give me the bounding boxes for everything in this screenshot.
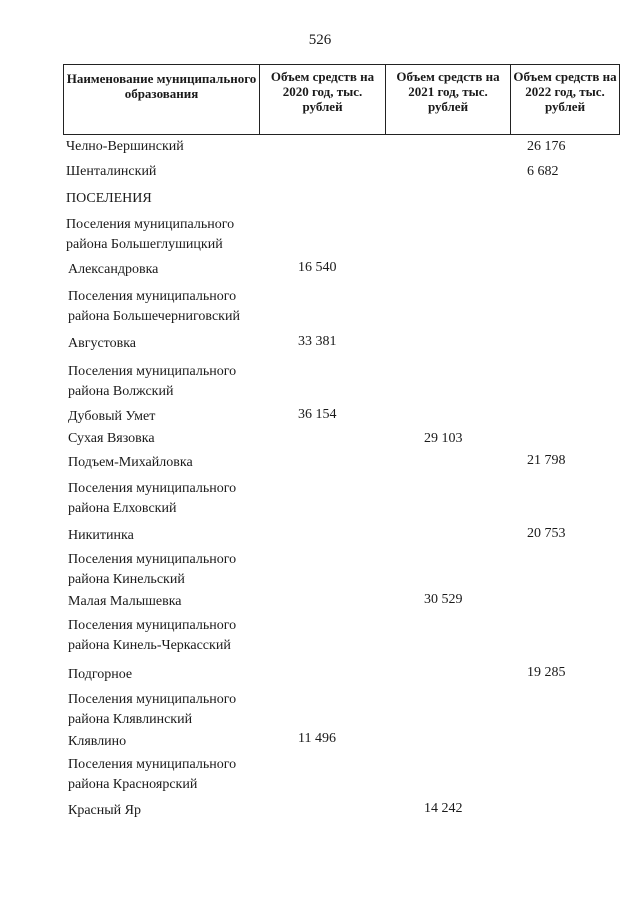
column-header-2021: Объем средств на 2021 год, тыс. рублей (386, 65, 511, 135)
column-header-2020: Объем средств на 2020 год, тыс. рублей (260, 65, 386, 135)
table-row (0, 480, 640, 498)
row-name: Поселения муниципального (68, 289, 237, 304)
table-row (0, 335, 640, 353)
table-row (0, 691, 640, 709)
table-row (0, 430, 640, 448)
row-name: Шенталинский (66, 164, 157, 179)
table-row (0, 551, 640, 569)
table-row (0, 138, 640, 156)
table-row (0, 756, 640, 774)
row-name: Александровка (68, 262, 159, 277)
row-name: Поселения муниципального (68, 692, 237, 707)
row-value-2022: 26 176 (527, 139, 566, 154)
row-name: района Большечерниговский (68, 309, 240, 324)
table-row (0, 776, 640, 794)
page-number: 526 (308, 32, 332, 48)
table-row (0, 571, 640, 589)
table-row (0, 288, 640, 306)
table-row (0, 733, 640, 751)
table-row (0, 216, 640, 234)
row-value-2020: 11 496 (298, 731, 336, 746)
row-name: района Клявлинский (68, 712, 193, 727)
row-name: Поселения муниципального (68, 481, 237, 496)
table-row (0, 617, 640, 635)
row-name: Поселения муниципального (66, 217, 235, 232)
row-value-2022: 20 753 (527, 526, 566, 541)
table-row (0, 802, 640, 820)
table-row (0, 308, 640, 326)
row-name: района Большеглушицкий (66, 237, 223, 252)
row-name: района Кинель-Черкасский (68, 638, 231, 653)
row-name: Поселения муниципального (68, 552, 237, 567)
row-name: Сухая Вязовка (68, 431, 155, 446)
row-value-2021: 29 103 (424, 431, 463, 446)
row-value-2021: 14 242 (424, 801, 463, 816)
row-value-2020: 16 540 (298, 260, 337, 275)
table-row (0, 666, 640, 684)
table-row (0, 408, 640, 426)
table-row (0, 190, 640, 208)
row-name: Августовка (68, 336, 137, 351)
row-name: Дубовый Умет (68, 409, 156, 424)
table-row (0, 637, 640, 655)
table-row (0, 383, 640, 401)
row-name: района Кинельский (68, 572, 185, 587)
row-name: Клявлино (68, 734, 127, 749)
table-row (0, 500, 640, 518)
row-name: Поселения муниципального (68, 757, 237, 772)
table-row (0, 261, 640, 279)
row-value-2022: 19 285 (527, 665, 566, 680)
row-value-2022: 6 682 (527, 164, 559, 179)
row-name: Челно-Вершинский (66, 139, 184, 154)
row-name: района Красноярский (68, 777, 198, 792)
column-header-2022: Объем средств на 2022 год, тыс. рублей (511, 65, 620, 135)
row-name: ПОСЕЛЕНИЯ (66, 191, 152, 206)
table-row (0, 236, 640, 254)
table-row (0, 527, 640, 545)
row-value-2020: 33 381 (298, 334, 337, 349)
row-value-2020: 36 154 (298, 407, 337, 422)
row-name: Подгорное (68, 667, 133, 682)
row-name: Подъем-Михайловка (68, 455, 193, 470)
table-row (0, 163, 640, 181)
row-name: Поселения муниципального (68, 364, 237, 379)
row-name: района Елховский (68, 501, 177, 516)
row-name: Малая Малышевка (68, 594, 182, 609)
row-value-2021: 30 529 (424, 592, 463, 607)
table-row (0, 711, 640, 729)
row-name: Красный Яр (68, 803, 141, 818)
row-value-2022: 21 798 (527, 453, 566, 468)
row-name: района Волжский (68, 384, 174, 399)
column-header-name: Наименование муниципального образования (64, 65, 260, 135)
row-name: Никитинка (68, 528, 134, 543)
table-row (0, 454, 640, 472)
row-name: Поселения муниципального (68, 618, 237, 633)
table-row (0, 363, 640, 381)
table-row (0, 593, 640, 611)
